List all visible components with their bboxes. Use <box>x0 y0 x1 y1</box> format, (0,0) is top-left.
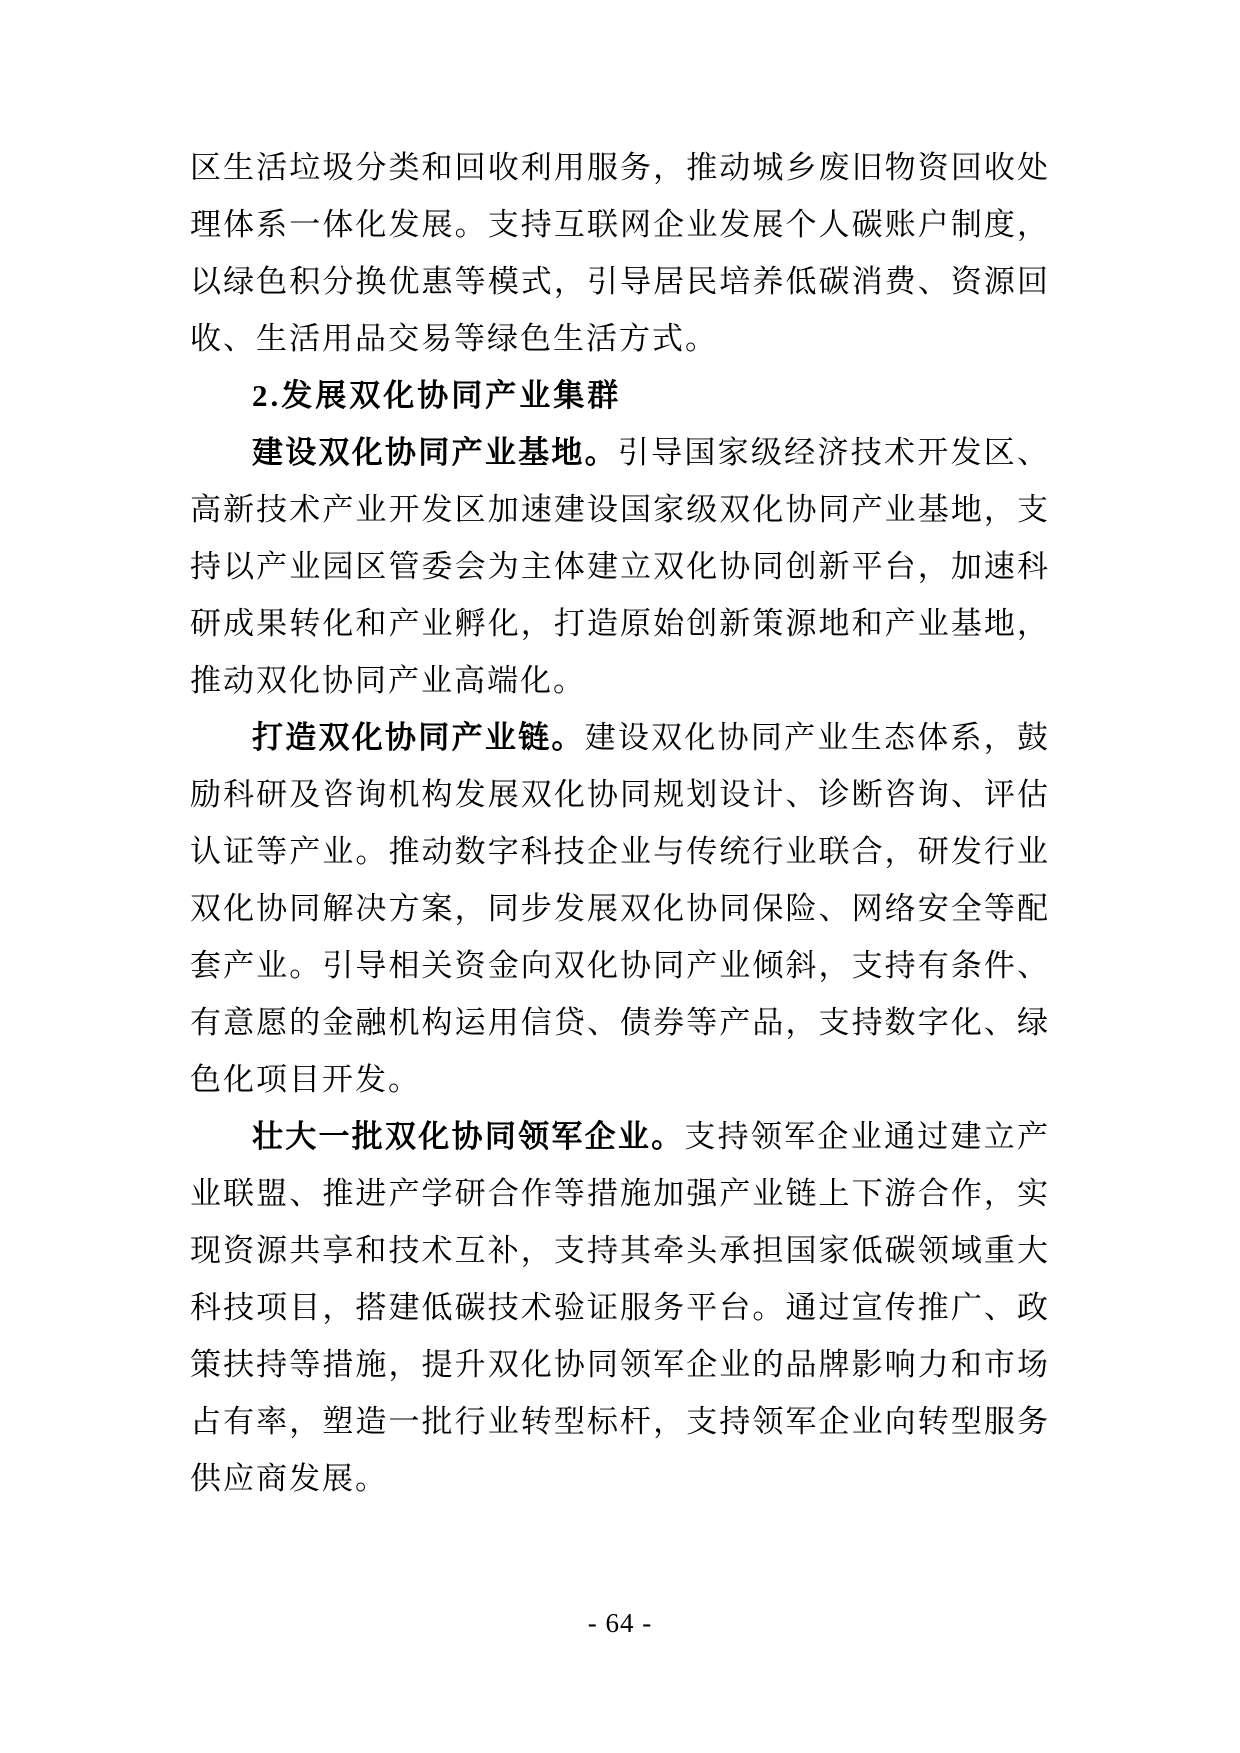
paragraph <box>190 709 1050 1108</box>
page-content <box>190 139 1050 1507</box>
paragraph-lead-bold: 建设双化协同产业基地。 <box>252 435 618 470</box>
paragraph-text: 支持领军企业通过建立产业联盟、推进产学研合作等措施加强产业链上下游合作，实现资源共享和技术互补，支持其牵头承担国家低碳领域重大科技项目，搭建低碳技术验证服务平台。通过宣传推广、政策扶持等措施，提升双化协同领军企业的品牌影响力和市场占有率，塑造一批行业转型标杆，支持领军企业向转型服务供应商发展。 <box>190 1119 1050 1496</box>
paragraph-continuation <box>190 139 1050 367</box>
paragraph-lead-bold: 打造双化协同产业链。 <box>252 720 585 755</box>
paragraph <box>190 424 1050 709</box>
page-number: - 64 - <box>587 1608 653 1638</box>
paragraph-text: 建设双化协同产业生态体系，鼓励科研及咨询机构发展双化协同规划设计、诊断咨询、评估认证等产业。推动数字科技企业与传统行业联合，研发行业双化协同解决方案，同步发展双化协同保险、网络安全等配套产业。引导相关资金向双化协同产业倾斜，支持有条件、有意愿的金融机构运用信贷、债券等产品，支持数字化、绿色化项目开发。 <box>190 720 1050 1097</box>
paragraph-text: 区生活垃圾分类和回收利用服务，推动城乡废旧物资回收处理体系一体化发展。支持互联网企业发展个人碳账户制度，以绿色积分换优惠等模式，引导居民培养低碳消费、资源回收、生活用品交易等绿色生活方式。 <box>190 150 1050 356</box>
section-heading <box>190 367 1050 424</box>
section-heading-text: 2.发展双化协同产业集群 <box>252 378 622 413</box>
paragraph <box>190 1108 1050 1507</box>
paragraph-text: 引导国家级经济技术开发区、高新技术产业开发区加速建设国家级双化协同产业基地，支持以产业园区管委会为主体建立双化协同创新平台，加速科研成果转化和产业孵化，打造原始创新策源地和产业基地，推动双化协同产业高端化。 <box>190 435 1051 698</box>
paragraph-lead-bold: 壮大一批双化协同领军企业。 <box>252 1119 685 1154</box>
